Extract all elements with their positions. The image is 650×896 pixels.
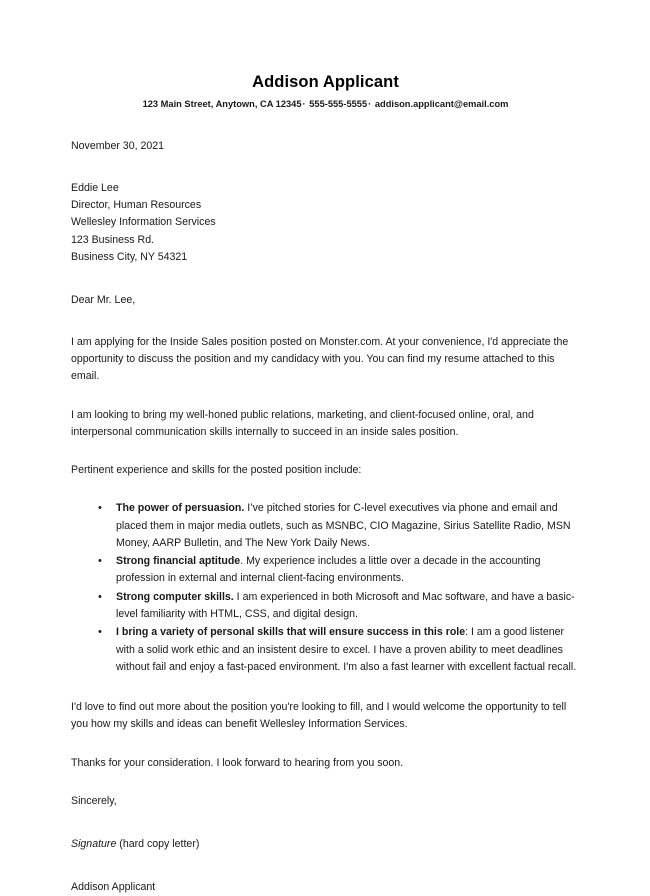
salutation: Dear Mr. Lee,	[71, 293, 136, 306]
contact-phone: 555-555-5555	[309, 98, 368, 109]
skill-detail: I am experienced in both Microsoft and Mac software, and have a basic-level familiarity with HTML, CSS, and digital design.	[116, 590, 575, 621]
recipient-line: Wellesley Information Services	[71, 216, 216, 229]
contact-email: addison.applicant@email.com	[374, 98, 509, 109]
signature-note-text: (hard copy letter)	[116, 837, 200, 850]
bullet-icon: •	[98, 502, 102, 515]
bullet-icon: •	[98, 590, 102, 603]
list-intro-paragraph: Pertinent experience and skills for the posted position include:	[71, 464, 362, 477]
skill-lead-in: Strong computer skills.	[116, 590, 234, 603]
recipient-line: 123 Business Rd.	[71, 233, 155, 246]
contact-address: 123 Main Street, Anytown, CA 12345	[142, 98, 302, 109]
list-item	[71, 500, 580, 552]
list-item	[71, 553, 580, 588]
sign-off-closing: Sincerely,	[71, 794, 117, 807]
skill-lead-in: I bring a variety of personal skills that will ensure success in this role	[116, 626, 466, 639]
skill-detail: I’ve pitched stories for C-level executives via phone and email and placed them in major media outlets, such as MSNBC, CIO Magazine, Sirius Satellite Radio, MSN Money, AARP Bulletin, and The New York Daily News.	[116, 502, 571, 549]
recipient-line: Business City, NY 54321	[71, 250, 188, 263]
page-title: Addison Applicant	[252, 73, 399, 91]
skill-lead-in: The power of persuasion.	[116, 502, 245, 515]
signature-placeholder	[71, 836, 580, 853]
skill-detail: : I am a good listener with a solid work ethic and an insistent desire to excel. I have a proven ability to meet deadlines without fail and enjoy a fast-paced environment. I'm also a fast learner with excellent factual recall.	[116, 626, 577, 673]
recipient-address-block	[71, 180, 580, 266]
sign-off-name: Addison Applicant	[71, 880, 156, 893]
contact-info-line	[71, 98, 580, 110]
bullet-icon: •	[98, 555, 102, 568]
bullet-icon: •	[98, 626, 102, 639]
contact-separator-2: ·	[368, 98, 372, 109]
list-item	[71, 624, 580, 676]
skill-detail: . My experience includes a little over a decade in the accounting profession in external and internal client-facing environments.	[116, 555, 541, 585]
closing-paragraph: I'd love to find out more about the position you're looking to fill, and I would welcome the opportunity to tell you how my skills and ideas can benefit Wellesley Information Services.	[71, 701, 567, 731]
thanks-paragraph: Thanks for your consideration. I look forward to hearing from you soon.	[71, 756, 404, 769]
letter-date: November 30, 2021	[71, 139, 165, 152]
body-paragraph-2: I am looking to bring my well-honed public relations, marketing, and client-focused online, oral, and interpersonal communication skills internally to succeed in an inside sales position.	[71, 408, 534, 438]
body-paragraph-1: I am applying for the Inside Sales position posted on Monster.com. At your convenience, I'd appreciate the opportunity to discuss the position and my candidacy with you. You can find my resume attached to this email.	[71, 335, 569, 383]
signature-word: Signature	[71, 837, 117, 850]
letterhead	[71, 72, 580, 110]
skills-list	[71, 500, 580, 676]
list-item	[71, 589, 580, 624]
recipient-line: Director, Human Resources	[71, 199, 202, 212]
skill-lead-in: Strong financial aptitude	[116, 555, 241, 568]
recipient-line: Eddie Lee	[71, 182, 119, 195]
contact-separator-1: ·	[302, 98, 306, 109]
